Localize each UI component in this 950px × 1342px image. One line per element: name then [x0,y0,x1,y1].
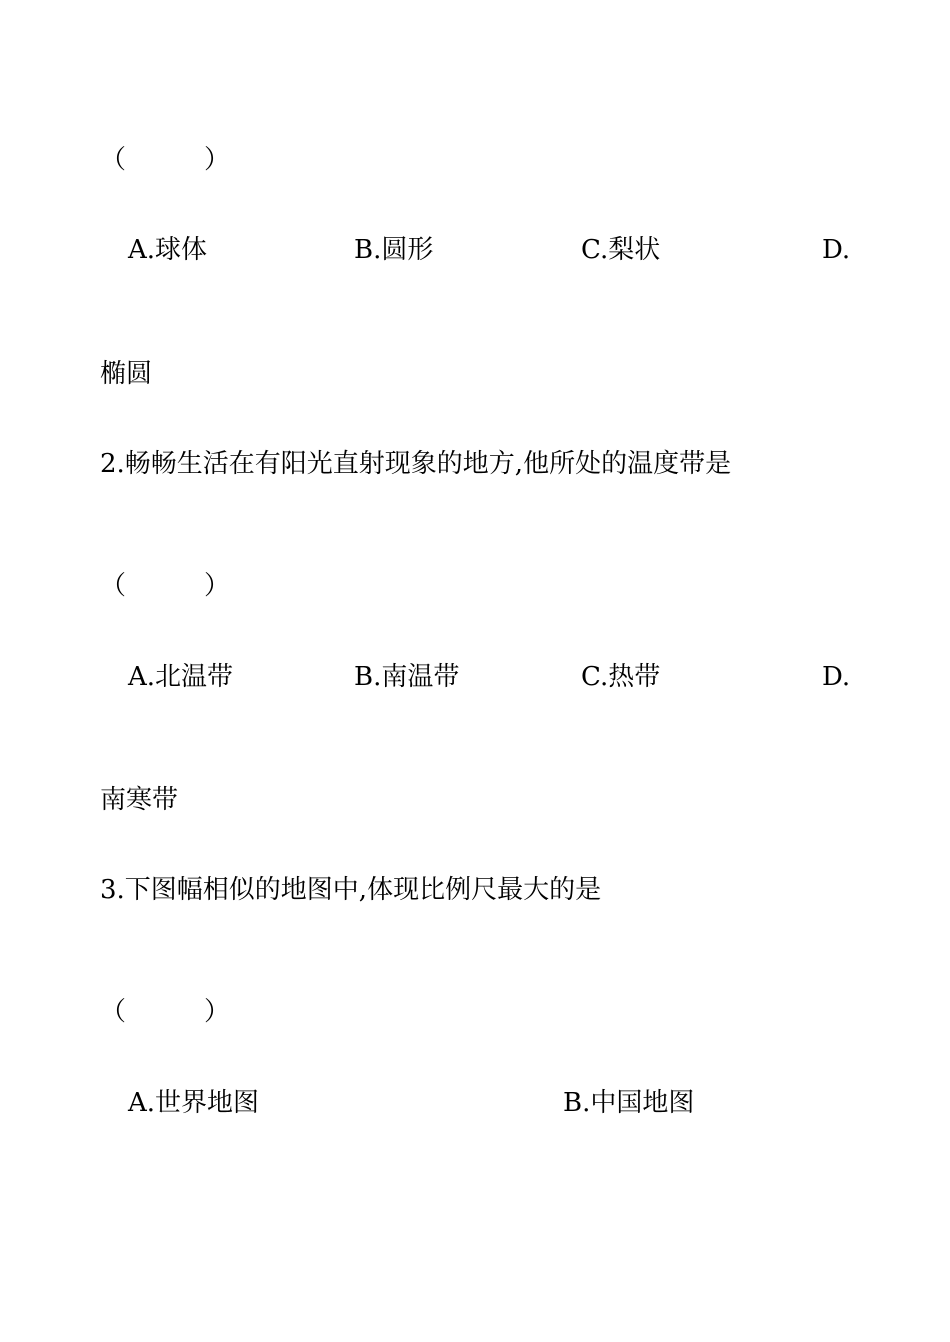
q1-option-c: C.梨状 [581,235,661,265]
q3-answer-parentheses: （ ） [100,997,231,1027]
q1-option-a: A.球体 [128,235,208,265]
q2-option-b: B.南温带 [354,662,460,692]
q1-option-d: D. [822,235,851,265]
q1-option-d-text: 椭圆 [100,359,153,389]
q3-option-a: A.世界地图 [128,1088,260,1118]
q3-option-b: B.中国地图 [563,1088,695,1118]
q2-option-a: A.北温带 [128,662,234,692]
q2-answer-parentheses: （ ） [100,571,231,601]
q2-stem: 2.畅畅生活在有阳光直射现象的地方,他所处的温度带是 [100,449,732,479]
q2-option-c: C.热带 [581,662,661,692]
q1-answer-parentheses: （ ） [100,145,231,175]
q2-option-d-text: 南寒带 [100,785,179,815]
q1-option-b: B.圆形 [354,235,434,265]
q3-stem: 3.下图幅相似的地图中,体现比例尺最大的是 [100,875,602,905]
q2-option-d: D. [822,662,851,692]
